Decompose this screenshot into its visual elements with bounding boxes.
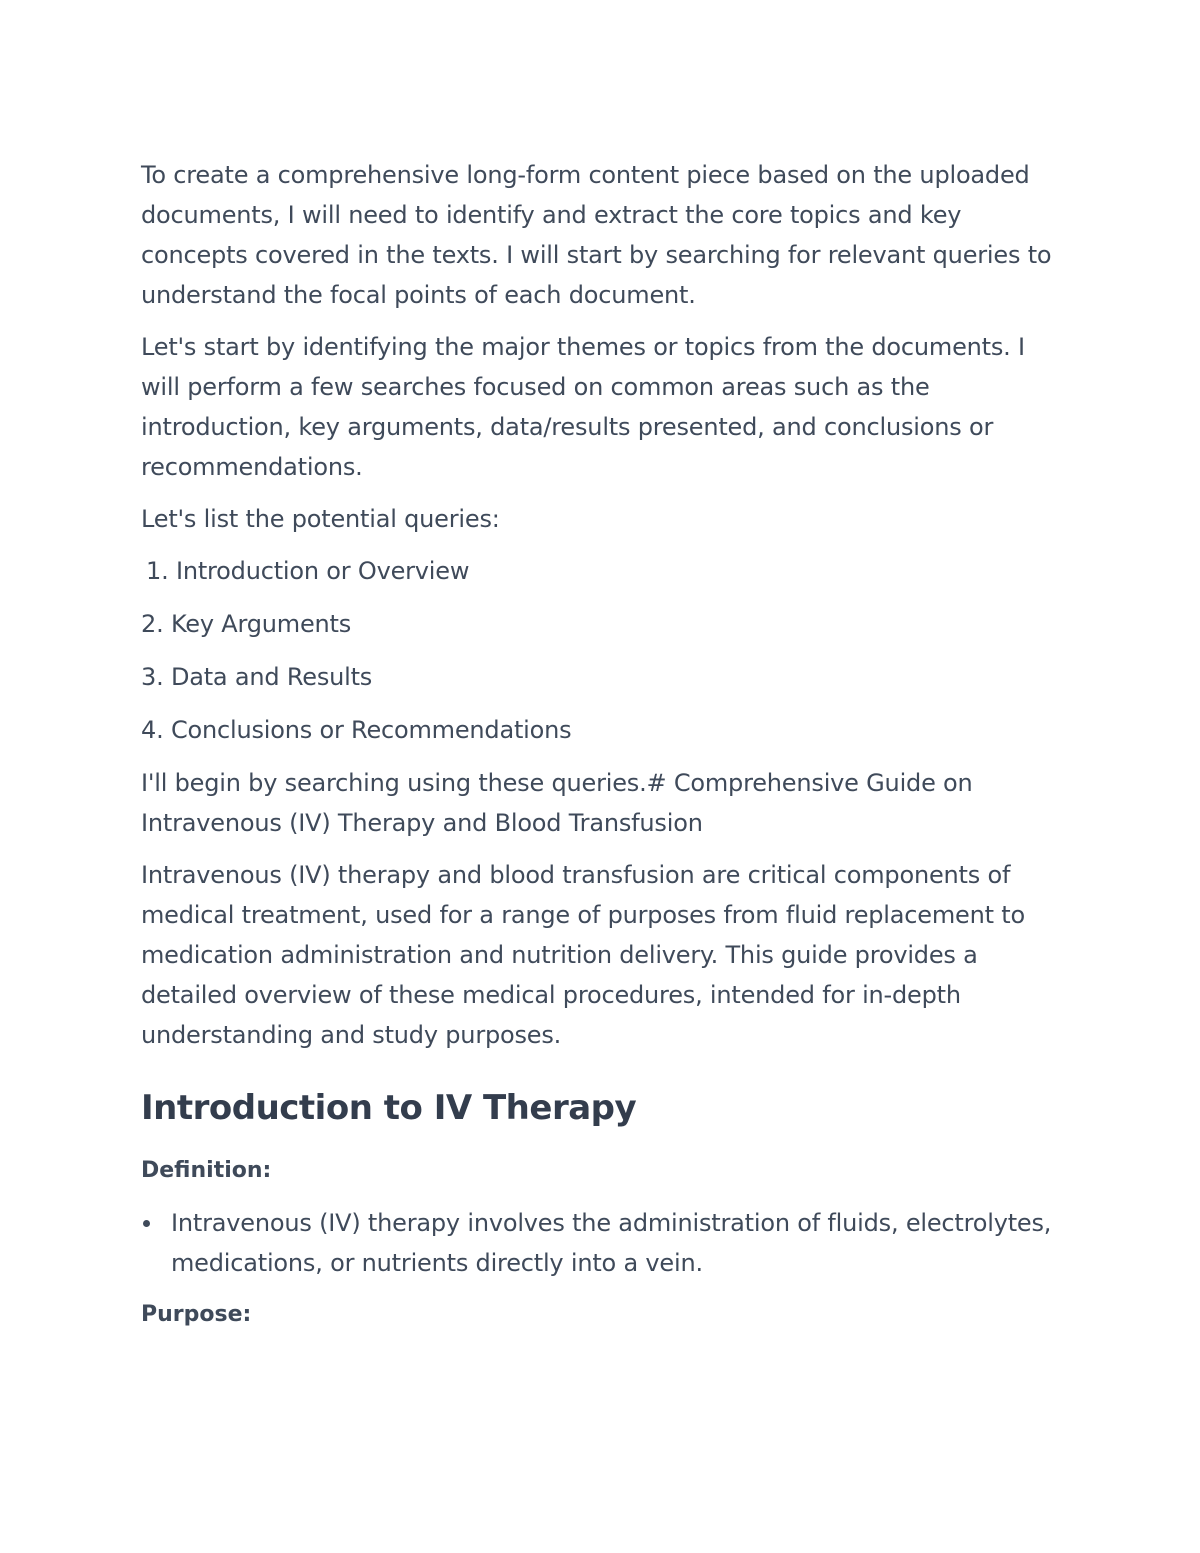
intro-paragraph: To create a comprehensive long-form content piece based on the uploaded documents, I will need to identify and extract the core topics and key concepts covered in the texts. I will start by searching for relevant queries to understand the focal points of each document. bbox=[141, 161, 1052, 309]
query-text: Data and Results bbox=[170, 663, 373, 691]
queries-lead-paragraph: Let's list the potential queries: bbox=[141, 505, 500, 533]
definition-bullet bbox=[141, 1203, 1066, 1283]
query-item bbox=[141, 710, 1066, 750]
document-page bbox=[141, 155, 1066, 1347]
queries-list bbox=[141, 551, 1066, 750]
query-text: Key Arguments bbox=[170, 610, 352, 638]
bullet-icon bbox=[143, 1220, 150, 1227]
query-item bbox=[141, 604, 1066, 644]
definition-text: Intravenous (IV) therapy involves the administration of fluids, electrolytes, medications, or nutrients directly into a vein. bbox=[171, 1209, 1052, 1277]
purpose-label: Purpose: bbox=[141, 1302, 252, 1327]
query-number: 2. bbox=[141, 610, 164, 638]
query-text: Introduction or Overview bbox=[175, 557, 470, 585]
query-number: 4. bbox=[141, 716, 164, 744]
definition-list bbox=[141, 1203, 1066, 1283]
guide-title-paragraph: I'll begin by searching using these queries.# Comprehensive Guide on Intravenous (IV) Therapy and Blood Transfusion bbox=[141, 769, 973, 837]
query-number: 3. bbox=[141, 663, 164, 691]
query-item bbox=[141, 657, 1066, 697]
query-item bbox=[141, 551, 1066, 591]
section-heading: Introduction to IV Therapy bbox=[141, 1088, 637, 1128]
definition-label: Definition: bbox=[141, 1158, 272, 1183]
query-number: 1. bbox=[146, 557, 169, 585]
guide-overview-paragraph: Intravenous (IV) therapy and blood transfusion are critical components of medical treatment, used for a range of purposes from fluid replacement to medication administration and nutrition delivery. This guide provides a detailed overview of these medical procedures, intended for in-depth understanding and study purposes. bbox=[141, 861, 1025, 1049]
query-text: Conclusions or Recommendations bbox=[170, 716, 572, 744]
themes-paragraph: Let's start by identifying the major themes or topics from the documents. I will perform a few searches focused on common areas such as the introduction, key arguments, data/results presented, and conclusions or recommendations. bbox=[141, 333, 1025, 481]
